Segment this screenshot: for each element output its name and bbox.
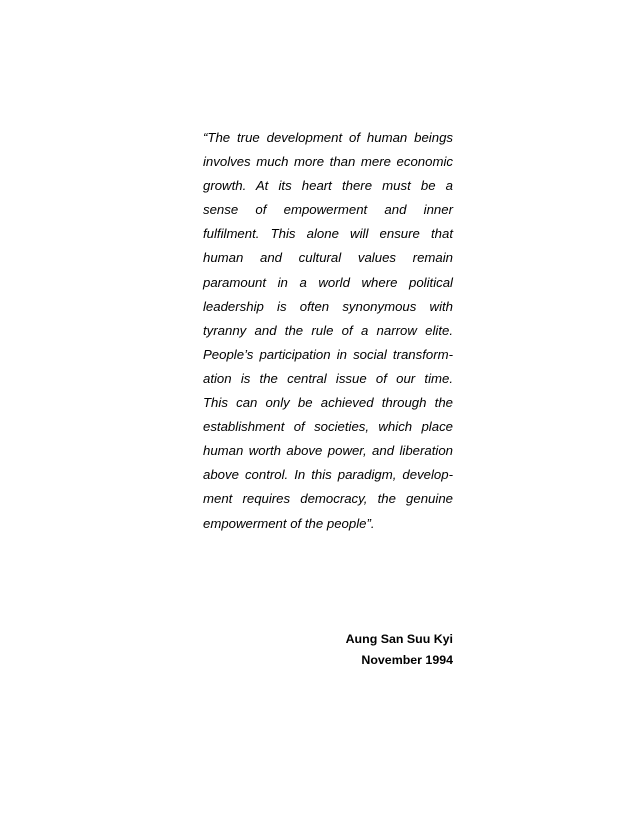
quote-line: paramount in a world where political (203, 274, 453, 290)
quote-line: ment requires democracy, the genuine (203, 491, 453, 507)
quote-line: ation is the central issue of our time. (203, 370, 453, 386)
quote-line: “The true development of human beings (203, 130, 453, 145)
quote-line: sense of empowerment and inner (203, 202, 453, 218)
attribution (346, 629, 453, 671)
author-name: Aung San Suu Kyi (345, 632, 453, 646)
quote-line: involves much more than mere economic (203, 154, 453, 170)
quote-line: human and cultural values remain (203, 250, 453, 266)
quote-line: establishment of societies, which place (203, 419, 453, 435)
quote-block (203, 126, 453, 536)
quote-line: growth. At its heart there must be a (203, 178, 453, 194)
quote-line: fulfilment. This alone will ensure that (203, 226, 453, 242)
quote-line: empowerment of the people”. (203, 515, 375, 531)
quote-line: tyranny and the rule of a narrow elite. (203, 322, 453, 338)
quote-line: This can only be achieved through the (203, 395, 453, 411)
quote-date: November 1994 (361, 653, 453, 667)
quote-line: leadership is often synonymous with (203, 298, 453, 314)
quote-line: above control. In this paradigm, develop- (203, 467, 453, 483)
quote-line: People’s participation in social transform- (203, 346, 453, 362)
quote-line: human worth above power, and liberation (203, 443, 453, 459)
